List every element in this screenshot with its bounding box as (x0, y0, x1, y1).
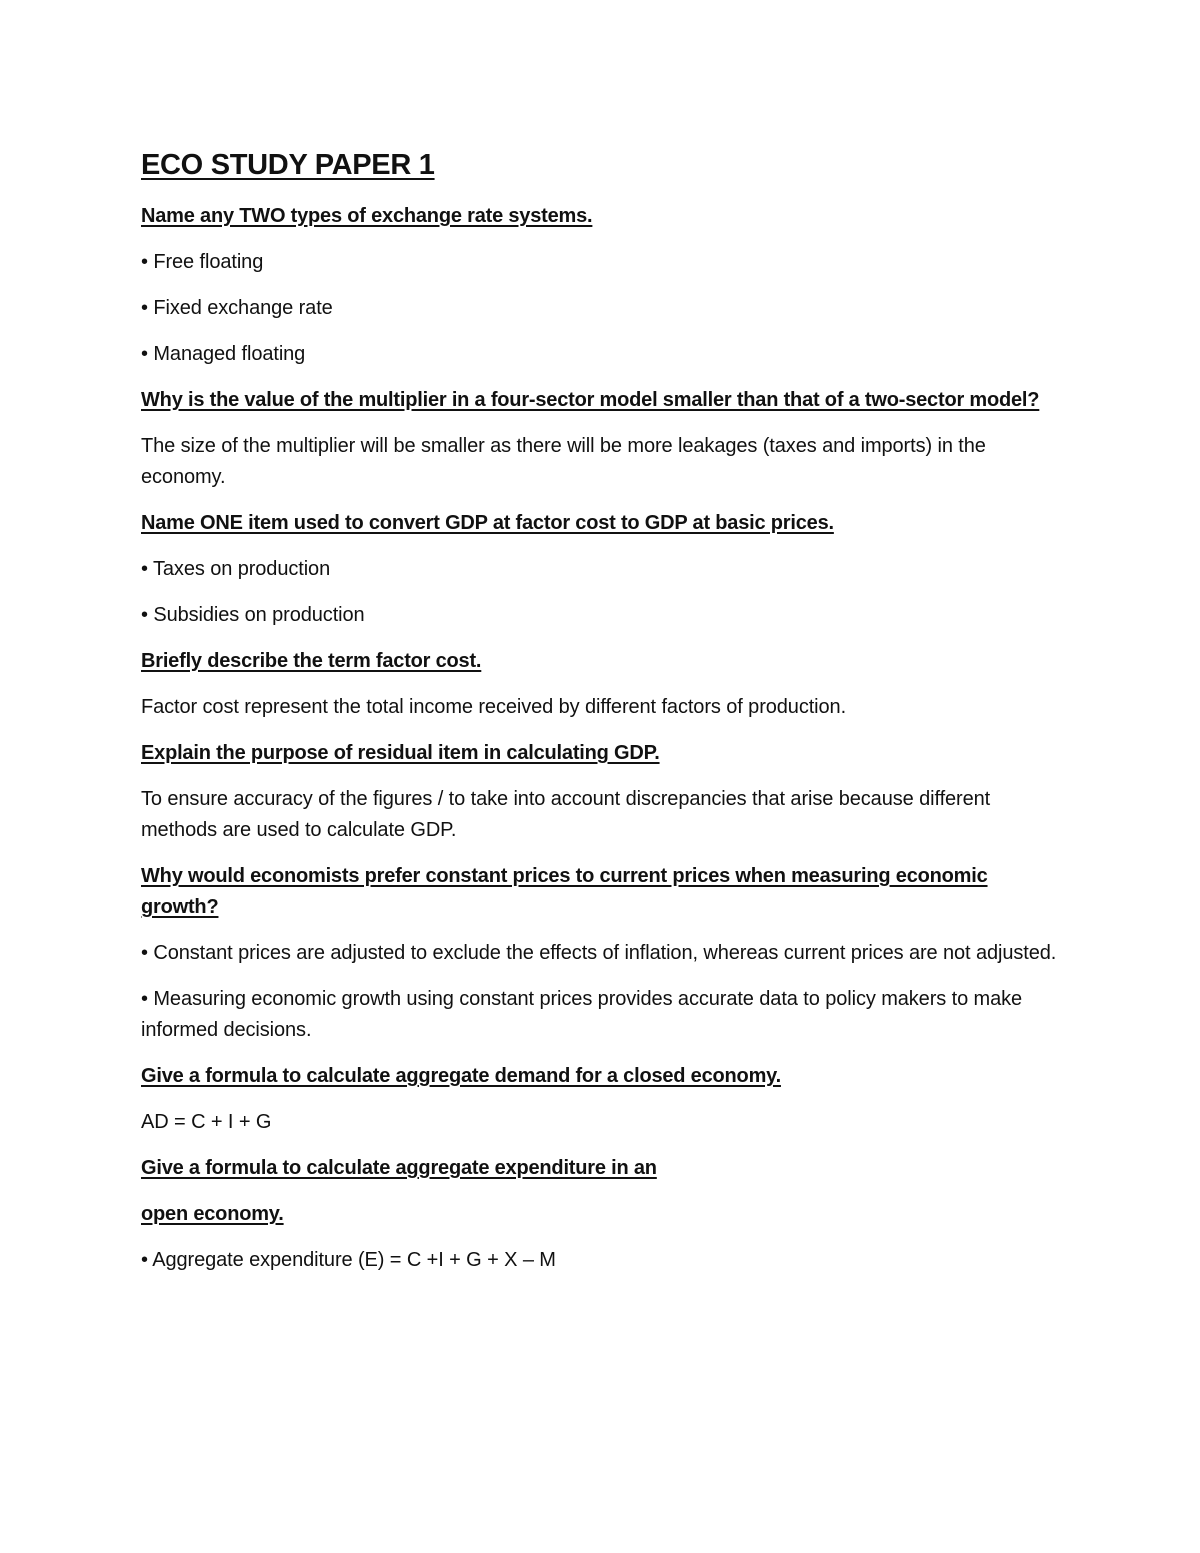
answer-bullet: • Taxes on production (141, 558, 331, 580)
question-heading: Why is the value of the multiplier in a four-sector model smaller than that of a two-sector model? (141, 389, 1040, 411)
question-heading: Why would economists prefer constant prices to current prices when measuring economic growth? (141, 865, 988, 918)
answer-bullet: • Constant prices are adjusted to exclude the effects of inflation, whereas current prices are not adjusted. (141, 942, 1057, 964)
question-heading: Name any TWO types of exchange rate systems. (141, 205, 593, 227)
answer-bullet: • Free floating (141, 251, 264, 273)
document-content (141, 148, 1061, 1291)
question-heading: Give a formula to calculate aggregate demand for a closed economy. (141, 1065, 781, 1087)
answer-paragraph: Factor cost represent the total income received by different factors of production. (141, 696, 847, 718)
answer-bullet: • Measuring economic growth using constant prices provides accurate data to policy makers to make informed decisions. (141, 988, 1023, 1041)
formula-text: • Aggregate expenditure (E) = C +I + G + X – M (141, 1249, 556, 1271)
question-heading-continued: open economy. (141, 1203, 284, 1225)
answer-bullet: • Managed floating (141, 343, 306, 365)
answer-paragraph: To ensure accuracy of the figures / to take into account discrepancies that arise because different methods are used to calculate GDP. (141, 788, 991, 841)
question-heading: Name ONE item used to convert GDP at factor cost to GDP at basic prices. (141, 512, 834, 534)
question-heading: Explain the purpose of residual item in calculating GDP. (141, 742, 660, 764)
question-heading: Give a formula to calculate aggregate expenditure in an (141, 1157, 657, 1179)
answer-bullet: • Subsidies on production (141, 604, 365, 626)
question-heading: Briefly describe the term factor cost. (141, 650, 482, 672)
formula-text: AD = C + I + G (141, 1111, 272, 1133)
document-title: ECO STUDY PAPER 1 (141, 149, 435, 181)
answer-bullet: • Fixed exchange rate (141, 297, 333, 319)
answer-paragraph: The size of the multiplier will be smaller as there will be more leakages (taxes and imports) in the economy. (141, 435, 986, 488)
